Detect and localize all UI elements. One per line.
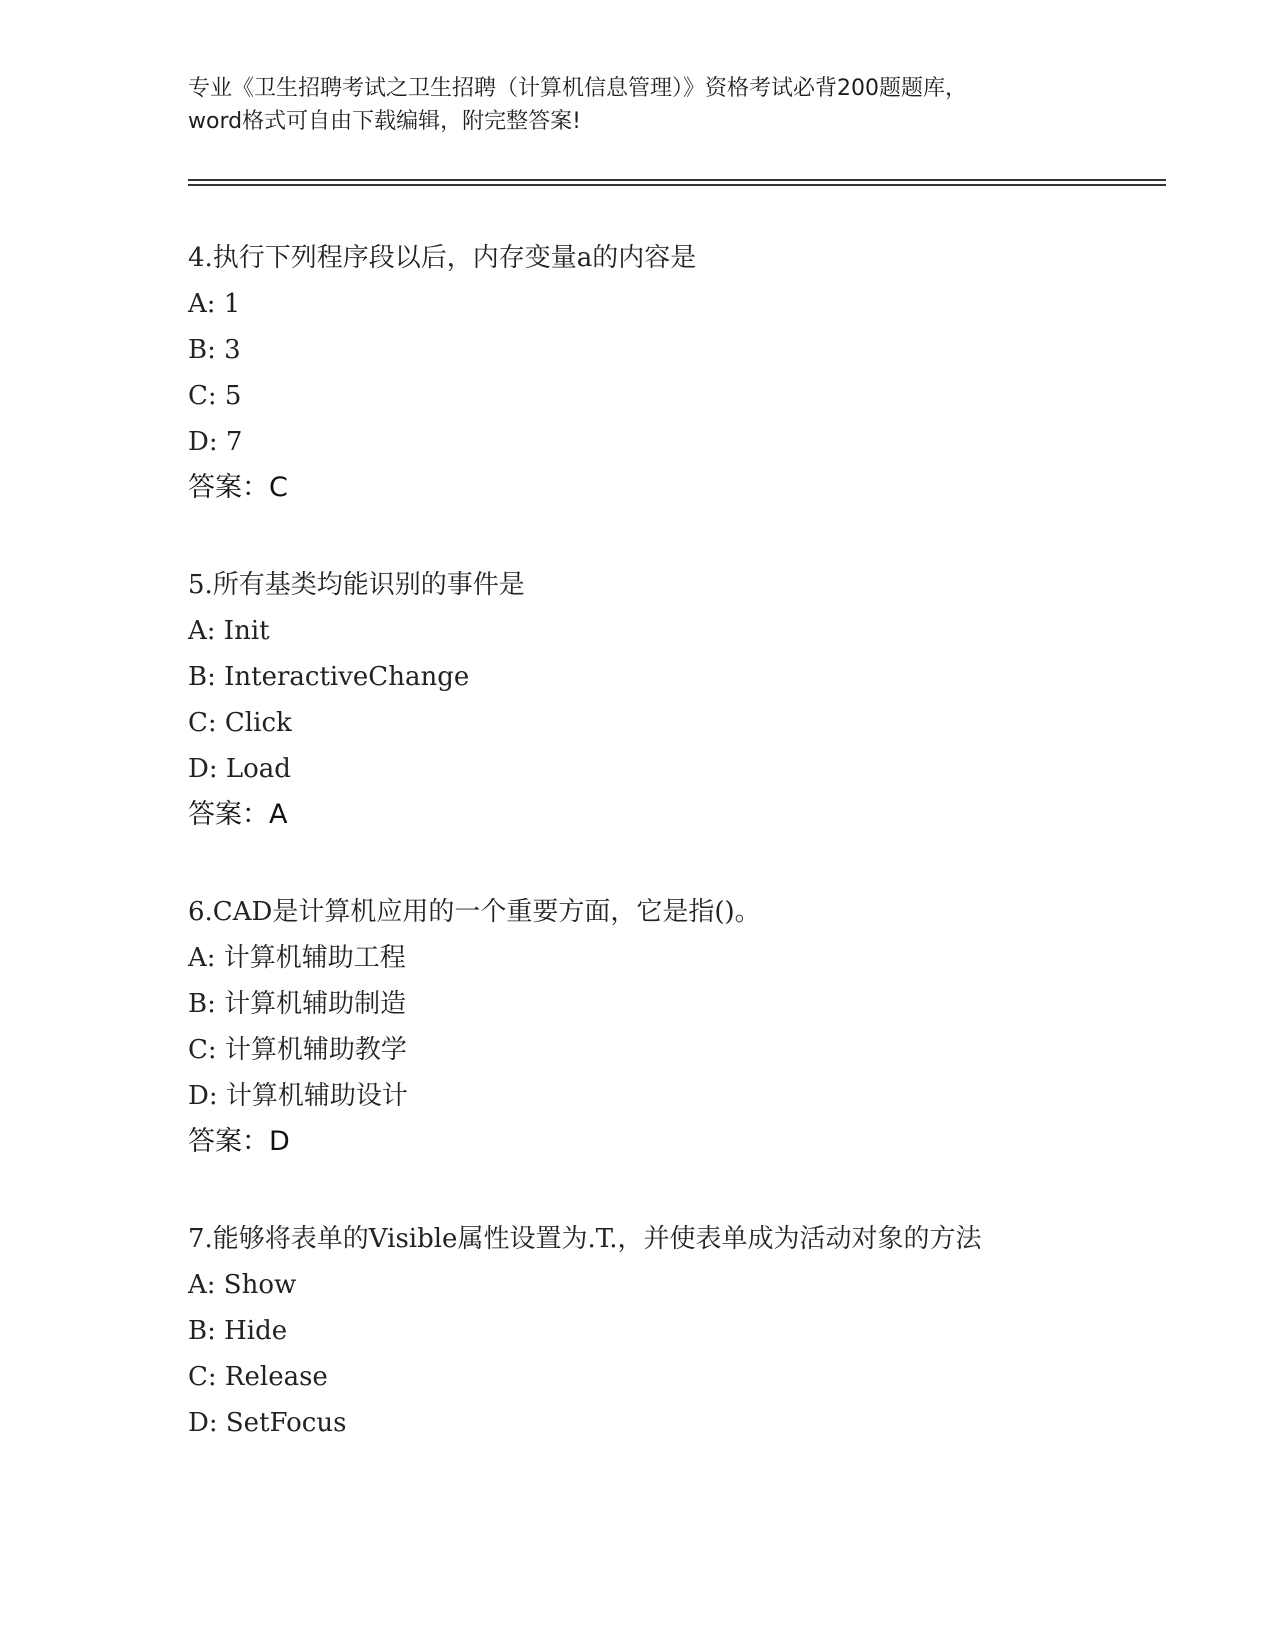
header-line-1: 专业《卫生招聘考试之卫生招聘（计算机信息管理）》资格考试必背200题题库， bbox=[188, 76, 967, 101]
document-header bbox=[188, 72, 1088, 138]
option-b: B: InteractiveChange bbox=[188, 662, 470, 692]
option-a: A: Init bbox=[188, 616, 270, 646]
header-line-2: word格式可自由下载编辑，附完整答案! bbox=[188, 109, 581, 134]
option-c: C: Click bbox=[188, 708, 292, 738]
option-d: D: 7 bbox=[188, 427, 243, 457]
option-b: B: 计算机辅助制造 bbox=[188, 989, 407, 1019]
question-text: 5.所有基类均能识别的事件是 bbox=[188, 570, 525, 600]
question-7 bbox=[188, 1216, 1088, 1446]
question-6 bbox=[188, 889, 1088, 1165]
question-5 bbox=[188, 562, 1088, 838]
answer-text: 答案：D bbox=[188, 1126, 290, 1157]
question-4 bbox=[188, 235, 1088, 511]
option-a: A: 计算机辅助工程 bbox=[188, 943, 406, 973]
question-text: 7.能够将表单的Visible属性设置为.T.，并使表单成为活动对象的方法 bbox=[188, 1224, 982, 1254]
option-d: D: 计算机辅助设计 bbox=[188, 1081, 408, 1111]
option-a: A: Show bbox=[188, 1270, 297, 1300]
option-d: D: Load bbox=[188, 754, 291, 784]
answer-text: 答案：A bbox=[188, 799, 288, 830]
option-c: C: Release bbox=[188, 1362, 328, 1392]
option-a: A: 1 bbox=[188, 289, 241, 319]
option-d: D: SetFocus bbox=[188, 1408, 347, 1438]
question-text: 4.执行下列程序段以后，内存变量a的内容是 bbox=[188, 243, 697, 273]
answer-text: 答案：C bbox=[188, 472, 288, 503]
option-c: C: 5 bbox=[188, 381, 242, 411]
question-text: 6.CAD是计算机应用的一个重要方面，它是指()。 bbox=[188, 897, 761, 927]
option-b: B: Hide bbox=[188, 1316, 288, 1346]
header-divider-bottom bbox=[188, 184, 1166, 186]
question-list bbox=[188, 235, 1088, 1497]
option-c: C: 计算机辅助教学 bbox=[188, 1035, 407, 1065]
option-b: B: 3 bbox=[188, 335, 241, 365]
header-divider-top bbox=[188, 179, 1166, 181]
